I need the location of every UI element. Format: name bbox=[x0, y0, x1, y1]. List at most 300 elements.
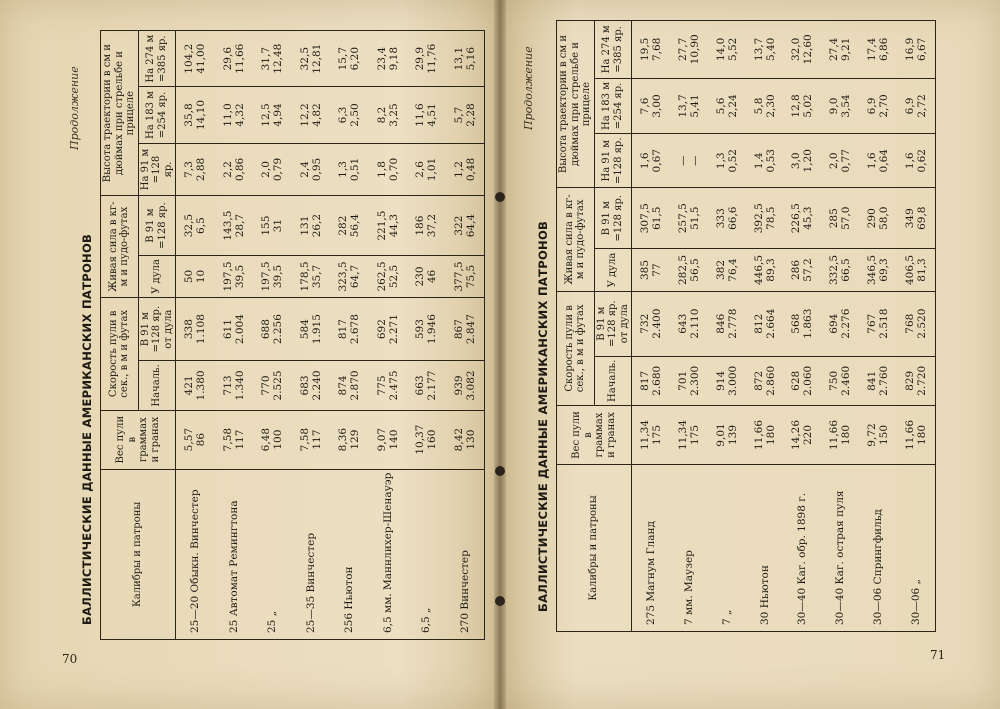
caliber-name: 30—40 Каг. острая пуля bbox=[821, 465, 859, 632]
imperial-value: 220 bbox=[802, 424, 815, 446]
cell-t183 bbox=[632, 78, 671, 134]
metric-value: 11,66 bbox=[828, 419, 841, 451]
imperial-value: 86 bbox=[195, 432, 208, 447]
metric-value: 27,7 bbox=[676, 37, 689, 62]
imperial-value: 12,81 bbox=[310, 43, 323, 74]
metric-value: 221,5 bbox=[375, 210, 388, 241]
imperial-value: 3,54 bbox=[840, 94, 853, 118]
metric-value: 7,3 bbox=[183, 161, 196, 178]
cell-weight bbox=[783, 406, 821, 465]
metric-value: 13,7 bbox=[752, 37, 765, 62]
metric-value: 32,5 bbox=[183, 213, 196, 238]
imperial-value: 28,7 bbox=[233, 213, 246, 238]
header-energy: Живая сила в кг-м и пудо-футах bbox=[557, 188, 595, 292]
metric-value: 104,2 bbox=[183, 43, 196, 74]
metric-value: 1,6 bbox=[903, 152, 916, 170]
imperial-value: 2.778 bbox=[726, 308, 739, 339]
header-velocity-initial: Началь. bbox=[138, 361, 176, 410]
caliber-name: 7 мм. Маузер bbox=[670, 465, 708, 632]
metric-value: 817 bbox=[638, 370, 651, 391]
imperial-value: 5,52 bbox=[726, 37, 739, 62]
imperial-value: 2,72 bbox=[915, 94, 928, 118]
cell-t183 bbox=[330, 87, 368, 143]
table-row bbox=[407, 31, 445, 640]
header-velocity: Скорость пули в сек., в м и футах bbox=[557, 291, 595, 405]
cell-t91 bbox=[215, 143, 253, 196]
caliber-name: 6,5 мм. Маннлихер-Шенауэр bbox=[368, 469, 406, 639]
imperial-value: 2,30 bbox=[764, 94, 777, 118]
imperial-value: 35,7 bbox=[310, 264, 323, 289]
metric-value: 131 bbox=[298, 215, 311, 236]
cell-v91 bbox=[897, 291, 936, 356]
imperial-value: 56,4 bbox=[349, 213, 362, 238]
cell-e0 bbox=[368, 255, 406, 297]
metric-value: 6,9 bbox=[865, 97, 878, 115]
caliber-name: 6,5 „ bbox=[407, 469, 445, 639]
cell-t274 bbox=[859, 21, 897, 79]
header-traj-274: На 274 м =385 яр. bbox=[138, 31, 176, 87]
cell-e0 bbox=[746, 249, 784, 291]
cell-v0 bbox=[708, 356, 746, 405]
cell-t183 bbox=[670, 78, 708, 134]
metric-value: 11,34 bbox=[638, 419, 651, 451]
imperial-value: 3,00 bbox=[651, 94, 664, 118]
cell-v91 bbox=[215, 298, 253, 361]
header-energy-far: В 91 м =128 яр. bbox=[138, 196, 176, 256]
cell-v91 bbox=[407, 298, 445, 361]
metric-value: 1,4 bbox=[752, 152, 765, 170]
imperial-value: 4,51 bbox=[426, 103, 439, 127]
cell-v0 bbox=[746, 356, 784, 405]
metric-value: 914 bbox=[714, 370, 727, 391]
imperial-value: 0,67 bbox=[651, 149, 664, 173]
cell-e0 bbox=[897, 249, 936, 291]
ballistics-table bbox=[100, 30, 485, 640]
table-row bbox=[746, 21, 784, 632]
imperial-value: 57,2 bbox=[802, 258, 815, 282]
cell-t274 bbox=[215, 31, 253, 87]
header-weight: Вес пули в граммах и гранах bbox=[101, 410, 176, 469]
imperial-value: 41,00 bbox=[195, 43, 208, 74]
metric-value: 143,5 bbox=[221, 210, 234, 241]
metric-value: 11,66 bbox=[903, 419, 916, 451]
imperial-value: 51,5 bbox=[688, 206, 701, 230]
caliber-name: 7 „ bbox=[708, 465, 746, 632]
cell-t91 bbox=[897, 134, 936, 188]
metric-value: 683 bbox=[298, 375, 311, 396]
running-head: Продолжение bbox=[68, 66, 81, 150]
metric-value: 392,5 bbox=[752, 203, 765, 234]
table-row bbox=[821, 21, 859, 632]
cell-e91 bbox=[708, 188, 746, 249]
metric-value: 775 bbox=[375, 375, 388, 396]
metric-value: 11,0 bbox=[221, 103, 234, 127]
metric-value: 11,66 bbox=[752, 419, 765, 451]
imperial-value: 1.380 bbox=[195, 370, 208, 401]
cell-e0 bbox=[783, 249, 821, 291]
cell-t274 bbox=[670, 21, 708, 79]
cell-v0 bbox=[292, 361, 330, 410]
imperial-value: 1.863 bbox=[802, 308, 815, 339]
cell-weight bbox=[368, 410, 406, 469]
imperial-value: 2.664 bbox=[764, 308, 777, 339]
imperial-value: 4,32 bbox=[233, 103, 246, 127]
right-page bbox=[500, 0, 1000, 709]
imperial-value: 46 bbox=[426, 269, 439, 284]
table-row bbox=[253, 31, 291, 640]
imperial-value: 11,66 bbox=[233, 43, 246, 74]
metric-value: 31,7 bbox=[260, 46, 273, 71]
cell-weight bbox=[330, 410, 368, 469]
metric-value: — bbox=[676, 155, 689, 166]
metric-value: 9,72 bbox=[865, 423, 878, 447]
cell-v91 bbox=[445, 298, 484, 361]
cell-v91 bbox=[253, 298, 291, 361]
imperial-value: 11,76 bbox=[426, 43, 439, 74]
metric-value: 257,5 bbox=[676, 203, 689, 234]
metric-value: 12,8 bbox=[790, 94, 803, 118]
metric-value: 2,0 bbox=[260, 161, 273, 178]
imperial-value: 6,67 bbox=[915, 37, 928, 62]
imperial-value: 2.460 bbox=[840, 365, 853, 396]
imperial-value: 160 bbox=[426, 429, 439, 450]
imperial-value: 69,3 bbox=[878, 258, 890, 282]
imperial-value: 10 bbox=[195, 269, 208, 284]
imperial-value: 0,51 bbox=[349, 157, 362, 182]
cell-v91 bbox=[176, 298, 215, 361]
cell-weight bbox=[445, 410, 484, 469]
cell-t91 bbox=[821, 134, 859, 188]
metric-value: 5,6 bbox=[714, 97, 727, 115]
cell-t91 bbox=[783, 134, 821, 188]
table-row bbox=[897, 21, 936, 632]
imperial-value: 129 bbox=[349, 429, 362, 450]
cell-weight bbox=[821, 406, 859, 465]
metric-value: 332,5 bbox=[828, 254, 841, 286]
metric-value: 11,6 bbox=[414, 103, 427, 127]
cell-e91 bbox=[670, 188, 708, 249]
imperial-value: 2,88 bbox=[195, 157, 208, 182]
cell-t91 bbox=[746, 134, 784, 188]
metric-value: 1,8 bbox=[375, 161, 388, 178]
metric-value: 9,01 bbox=[714, 423, 727, 447]
imperial-value: 2,70 bbox=[878, 94, 890, 118]
imperial-value: 31 bbox=[272, 218, 285, 233]
cell-v0 bbox=[783, 356, 821, 405]
metric-value: 1,6 bbox=[638, 152, 651, 170]
table-row bbox=[215, 31, 253, 640]
metric-value: 2,0 bbox=[828, 152, 841, 170]
caliber-name: 30—40 Каг. обр. 1898 г. bbox=[783, 465, 821, 632]
imperial-value: 1.108 bbox=[195, 314, 208, 345]
cell-t274 bbox=[407, 31, 445, 87]
imperial-value: 2.004 bbox=[233, 314, 246, 345]
metric-value: 6,3 bbox=[337, 106, 350, 124]
header-traj-91: На 91 м =128 яр. bbox=[138, 143, 176, 196]
cell-t183 bbox=[746, 78, 784, 134]
imperial-value: 0,53 bbox=[764, 149, 777, 173]
cell-e0 bbox=[330, 255, 368, 297]
header-energy-far: В 91 м =128 яр. bbox=[594, 188, 632, 249]
cell-t274 bbox=[708, 21, 746, 79]
cell-v91 bbox=[821, 291, 859, 356]
cell-weight bbox=[708, 406, 746, 465]
imperial-value: 4,94 bbox=[272, 103, 285, 127]
metric-value: 27,4 bbox=[828, 37, 841, 62]
metric-value: 186 bbox=[414, 215, 427, 236]
staple-hole bbox=[495, 192, 505, 202]
imperial-value: 66,5 bbox=[840, 258, 853, 282]
metric-value: 611 bbox=[221, 319, 234, 340]
table-row bbox=[708, 21, 746, 632]
imperial-value: 4,82 bbox=[310, 103, 323, 127]
imperial-value: 117 bbox=[233, 429, 246, 450]
cell-t91 bbox=[708, 134, 746, 188]
metric-value: 1,2 bbox=[452, 161, 465, 178]
table-row bbox=[292, 31, 330, 640]
imperial-value: 75,5 bbox=[464, 264, 477, 289]
imperial-value: 2.240 bbox=[310, 370, 323, 401]
table-row bbox=[445, 31, 484, 640]
imperial-value: 0,86 bbox=[233, 157, 246, 182]
metric-value: 197,5 bbox=[260, 261, 273, 292]
imperial-value: 14,10 bbox=[195, 99, 208, 131]
metric-value: 282 bbox=[337, 215, 350, 236]
metric-value: 1,3 bbox=[337, 161, 350, 178]
metric-value: 846 bbox=[714, 313, 727, 334]
metric-value: 382 bbox=[714, 259, 727, 281]
imperial-value: 77 bbox=[651, 263, 664, 277]
cell-t274 bbox=[897, 21, 936, 79]
imperial-value: 2.256 bbox=[272, 314, 285, 345]
imperial-value: 5,16 bbox=[464, 46, 477, 71]
imperial-value: 45,3 bbox=[802, 206, 815, 230]
metric-value: 406,5 bbox=[903, 254, 916, 286]
imperial-value: 26,2 bbox=[310, 213, 323, 238]
cell-e0 bbox=[407, 255, 445, 297]
imperial-value: 180 bbox=[840, 424, 853, 446]
cell-e91 bbox=[253, 196, 291, 256]
imperial-value: 39,5 bbox=[233, 264, 246, 289]
metric-value: 286 bbox=[790, 259, 803, 281]
cell-e91 bbox=[445, 196, 484, 256]
table-row bbox=[859, 21, 897, 632]
imperial-value: 2.276 bbox=[840, 308, 853, 339]
metric-value: 5,8 bbox=[752, 97, 765, 115]
metric-value: 35,8 bbox=[183, 103, 196, 127]
imperial-value: 76,4 bbox=[726, 258, 739, 282]
cell-e91 bbox=[859, 188, 897, 249]
table-row bbox=[783, 21, 821, 632]
metric-value: 812 bbox=[752, 313, 765, 334]
metric-value: 377,5 bbox=[452, 261, 465, 292]
imperial-value: 100 bbox=[272, 429, 285, 450]
header-trajectory: Высота траектории в см и дюймах при стрельбе и прицеле bbox=[101, 31, 139, 196]
metric-value: 32,0 bbox=[790, 37, 803, 62]
cell-weight bbox=[407, 410, 445, 469]
metric-value: 8,36 bbox=[337, 427, 350, 452]
metric-value: 12,5 bbox=[260, 103, 273, 127]
imperial-value: 2.475 bbox=[387, 370, 400, 401]
caliber-name: 30—06 Спрингфильд bbox=[859, 465, 897, 632]
table-body bbox=[632, 21, 936, 632]
metric-value: 421 bbox=[183, 375, 196, 396]
page-number: 70 bbox=[62, 652, 78, 666]
cell-v91 bbox=[708, 291, 746, 356]
header-traj-183: На 183 м =254 яр. bbox=[594, 78, 632, 134]
imperial-value: 5,40 bbox=[764, 37, 777, 62]
metric-value: 663 bbox=[414, 375, 427, 396]
cell-e91 bbox=[821, 188, 859, 249]
cell-t91 bbox=[330, 143, 368, 196]
cell-t274 bbox=[746, 21, 784, 79]
metric-value: 12,2 bbox=[298, 103, 311, 127]
metric-value: 29,9 bbox=[414, 46, 427, 71]
imperial-value: 3,25 bbox=[387, 103, 400, 127]
cell-e91 bbox=[897, 188, 936, 249]
metric-value: 688 bbox=[260, 319, 273, 340]
page-title: БАЛЛИСТИЧЕСКИЕ ДАННЫЕ АМЕРИКАНСКИХ ПАТРОНОВ bbox=[536, 220, 550, 612]
imperial-value: 66,6 bbox=[726, 206, 739, 230]
metric-value: 8,2 bbox=[375, 106, 388, 124]
imperial-value: 2.680 bbox=[651, 365, 664, 396]
metric-value: 226,5 bbox=[790, 203, 803, 234]
imperial-value: 44,3 bbox=[387, 213, 400, 238]
metric-value: 13,1 bbox=[452, 46, 465, 71]
cell-e0 bbox=[670, 249, 708, 291]
metric-value: 15,7 bbox=[337, 46, 350, 71]
imperial-value: 2,28 bbox=[464, 103, 477, 127]
metric-value: 874 bbox=[337, 375, 350, 396]
caliber-name: 256 Ньютон bbox=[330, 469, 368, 639]
cell-e91 bbox=[407, 196, 445, 256]
imperial-value: 10,90 bbox=[688, 34, 701, 65]
metric-value: 230 bbox=[414, 266, 427, 287]
imperial-value: 5,02 bbox=[802, 94, 815, 118]
cell-v0 bbox=[215, 361, 253, 410]
metric-value: 939 bbox=[452, 375, 465, 396]
imperial-value: 2.518 bbox=[878, 308, 890, 339]
cell-e91 bbox=[330, 196, 368, 256]
metric-value: 9,0 bbox=[828, 97, 841, 115]
metric-value: 2,4 bbox=[298, 161, 311, 178]
imperial-value: 0,64 bbox=[878, 149, 890, 173]
metric-value: 446,5 bbox=[752, 254, 765, 286]
cell-v91 bbox=[746, 291, 784, 356]
cell-v91 bbox=[783, 291, 821, 356]
imperial-value: 2,24 bbox=[726, 94, 739, 118]
cell-t183 bbox=[897, 78, 936, 134]
cell-weight bbox=[253, 410, 291, 469]
imperial-value: 2.870 bbox=[349, 370, 362, 401]
imperial-value: 2.678 bbox=[349, 314, 362, 345]
cell-t274 bbox=[176, 31, 215, 87]
metric-value: 23,4 bbox=[375, 46, 388, 71]
imperial-value: 2,50 bbox=[349, 103, 362, 127]
caliber-name: 275 Магнум Гланд bbox=[632, 465, 671, 632]
metric-value: 322 bbox=[452, 215, 465, 236]
cell-t91 bbox=[632, 134, 671, 188]
imperial-value: 6,5 bbox=[195, 217, 208, 234]
imperial-value: 61,5 bbox=[651, 206, 664, 230]
cell-t91 bbox=[670, 134, 708, 188]
imperial-value: 0,70 bbox=[387, 157, 400, 182]
cell-e0 bbox=[215, 255, 253, 297]
metric-value: 692 bbox=[375, 319, 388, 340]
cell-v91 bbox=[292, 298, 330, 361]
cell-t274 bbox=[445, 31, 484, 87]
cell-t183 bbox=[368, 87, 406, 143]
table-row bbox=[176, 31, 215, 640]
metric-value: 2,2 bbox=[221, 161, 234, 178]
cell-t183 bbox=[708, 78, 746, 134]
imperial-value: 12,60 bbox=[802, 34, 815, 65]
metric-value: 10,37 bbox=[414, 424, 427, 455]
metric-value: 11,34 bbox=[676, 419, 689, 451]
imperial-value: 64,7 bbox=[349, 264, 362, 289]
page-number: 71 bbox=[930, 648, 946, 662]
metric-value: 1,6 bbox=[865, 152, 878, 170]
imperial-value: 0,77 bbox=[840, 149, 853, 173]
header-velocity: Скорость пули в сек., в м и футах bbox=[101, 298, 139, 411]
header-caliber: Калибры и патроны bbox=[101, 469, 176, 639]
imperial-value: 2.110 bbox=[688, 308, 701, 339]
cell-v0 bbox=[897, 356, 936, 405]
cell-e91 bbox=[215, 196, 253, 256]
cell-t91 bbox=[407, 143, 445, 196]
header-traj-274: На 274 м =385 яр. bbox=[594, 21, 632, 79]
metric-value: 817 bbox=[337, 319, 350, 340]
imperial-value: 52,5 bbox=[387, 264, 400, 289]
cell-v0 bbox=[445, 361, 484, 410]
imperial-value: 78,5 bbox=[764, 206, 777, 230]
metric-value: 385 bbox=[638, 259, 651, 281]
cell-t274 bbox=[783, 21, 821, 79]
cell-v91 bbox=[859, 291, 897, 356]
cell-v0 bbox=[407, 361, 445, 410]
header-trajectory: Высота траектории в см и дюймах при стрельбе и прицеле bbox=[557, 21, 595, 188]
imperial-value: — bbox=[688, 155, 701, 166]
metric-value: 50 bbox=[183, 269, 196, 284]
cell-e0 bbox=[708, 249, 746, 291]
metric-value: 829 bbox=[903, 370, 916, 391]
metric-value: 867 bbox=[452, 319, 465, 340]
cell-e91 bbox=[783, 188, 821, 249]
cell-t91 bbox=[253, 143, 291, 196]
header-caliber: Калибры и патроны bbox=[557, 465, 632, 632]
metric-value: 7,58 bbox=[221, 427, 234, 452]
metric-value: 3,0 bbox=[790, 152, 803, 170]
cell-t91 bbox=[368, 143, 406, 196]
cell-t274 bbox=[330, 31, 368, 87]
cell-t183 bbox=[783, 78, 821, 134]
imperial-value: 37,2 bbox=[426, 213, 439, 238]
cell-t91 bbox=[859, 134, 897, 188]
staple-hole bbox=[495, 466, 505, 476]
metric-value: 29,6 bbox=[221, 46, 234, 71]
table-row bbox=[368, 31, 406, 640]
metric-value: 732 bbox=[638, 313, 651, 334]
cell-e91 bbox=[292, 196, 330, 256]
imperial-value: 2.847 bbox=[464, 314, 477, 345]
caliber-name: 30 Ньютон bbox=[746, 465, 784, 632]
imperial-value: 5,41 bbox=[688, 94, 701, 118]
cell-v0 bbox=[821, 356, 859, 405]
cell-t91 bbox=[176, 143, 215, 196]
imperial-value: 140 bbox=[387, 429, 400, 450]
metric-value: 282,5 bbox=[676, 254, 689, 286]
metric-value: 290 bbox=[865, 208, 878, 229]
